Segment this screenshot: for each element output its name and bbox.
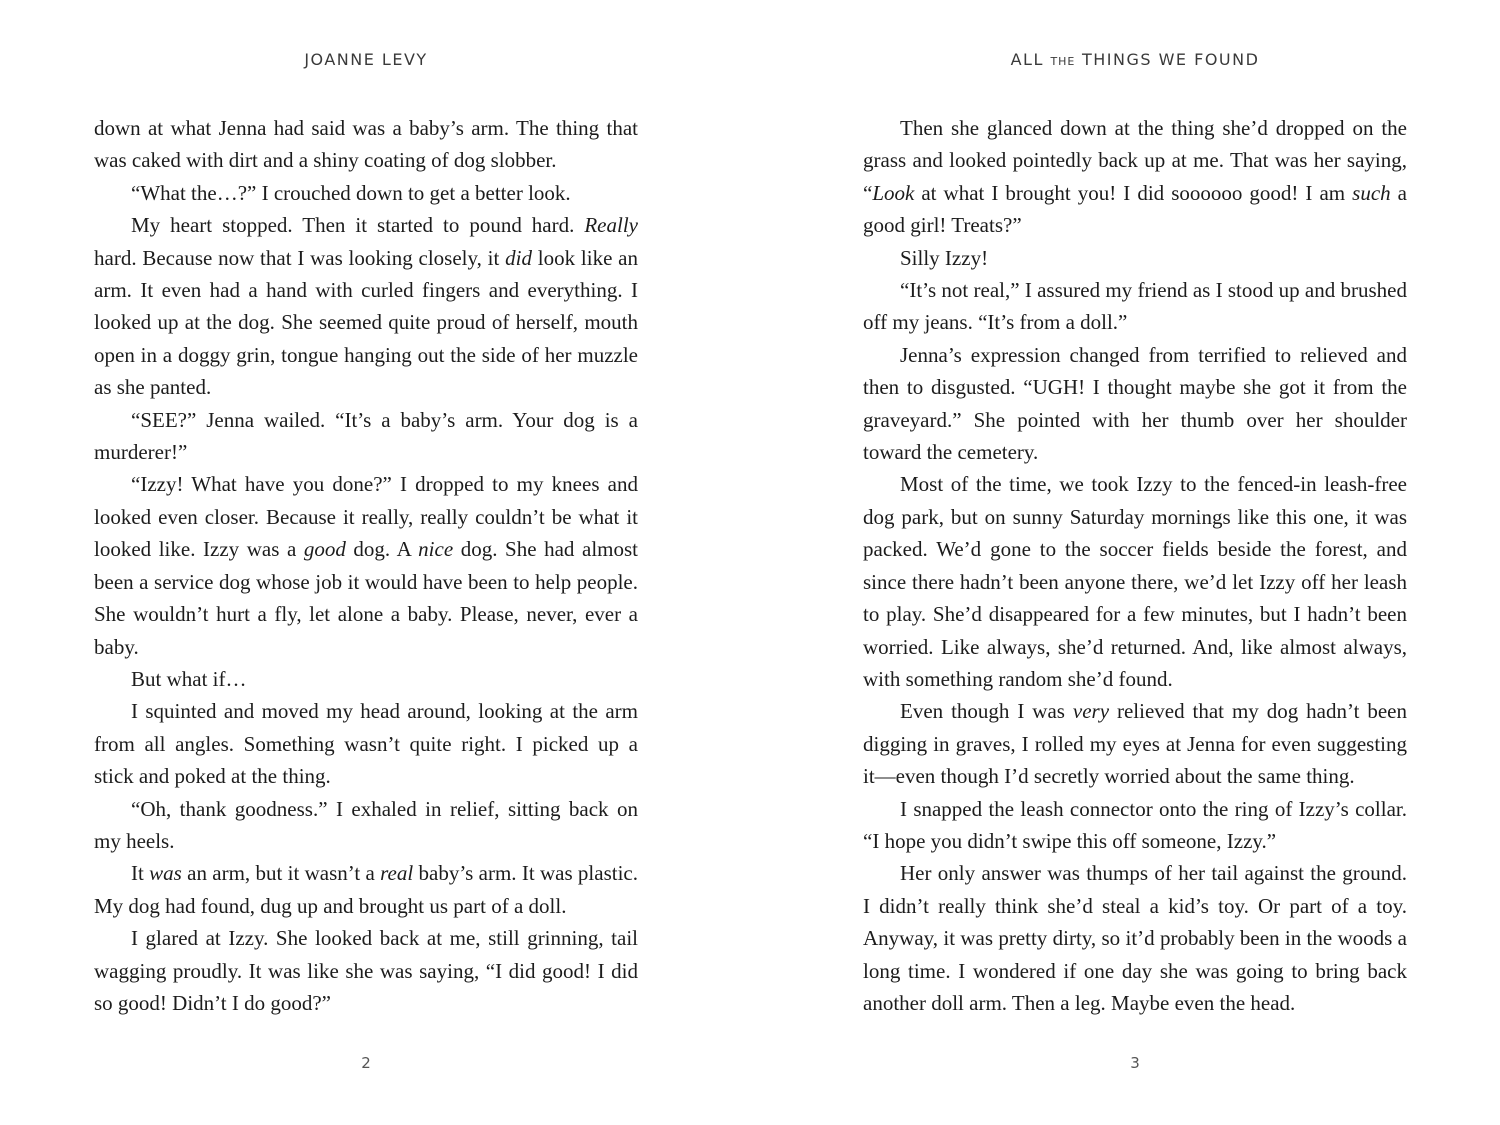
text-run: It (131, 861, 150, 886)
text-run: My heart stopped. Then it started to pound hard. (131, 213, 585, 238)
text-run: Jenna’s expression changed from terrified to relieved and then to disgusted. “UGH! I thought maybe she got it from the graveyard.” She pointed with her thumb over her shoulder toward the cemetery. (863, 342, 1407, 465)
paragraph (94, 793, 638, 858)
left-page-body (94, 112, 638, 1019)
paragraph (863, 468, 1407, 695)
right-page-body (863, 112, 1407, 1019)
paragraph (94, 177, 638, 209)
text-run: I glared at Izzy. She looked back at me, still grinning, tail wagging proudly. It was like she was saying, “I did good! I did so good! Didn’t I do good?” (94, 926, 638, 1015)
running-head-author: JOANNE LEVY (304, 50, 428, 69)
text-run: “SEE?” Jenna wailed. “It’s a baby’s arm. Your dog is a murderer!” (94, 407, 638, 465)
paragraph (94, 922, 638, 1019)
text-run: “Oh, thank goodness.” I exhaled in relief, sitting back on my heels. (94, 796, 638, 853)
paragraph (94, 112, 638, 177)
paragraph (94, 857, 638, 922)
italic-run: good (303, 537, 346, 562)
text-run: Most of the time, we took Izzy to the fenced-in leash-free dog park, but on sunny Saturday mornings like this one, it was packed. We’d gone to the soccer fields beside the forest, and since there hadn’t been anyone there, we’d let Izzy off her leash to play. She’d disappeared for a few minutes, but I hadn’t been worried. Like always, she’d returned. And, like almost always, with something random she’d found. (863, 472, 1407, 691)
text-run: “Izzy! What have you done?” I dropped to my knees and looked even closer. Because it really, really couldn’t be what it looked like. Izzy was a (94, 472, 638, 562)
paragraph (863, 112, 1407, 242)
italic-run: nice (418, 537, 454, 562)
paragraph (94, 209, 638, 403)
paragraph (94, 468, 638, 662)
paragraph (863, 274, 1407, 339)
right-page (863, 0, 1407, 1125)
paragraph (94, 663, 638, 695)
title-part: ALL (1010, 50, 1051, 69)
italic-run: Look (872, 180, 915, 205)
text-run: down at what Jenna had said was a baby’s arm. The thing that was caked with dirt and a shiny coating of dog slobber. (94, 116, 638, 173)
text-run: an arm, but it wasn’t a (181, 861, 381, 886)
text-run: “It’s not real,” I assured my friend as I stood up and brushed off my jeans. “It’s from a doll.” (863, 278, 1407, 335)
italic-run: real (380, 861, 414, 886)
page-number: 2 (361, 1054, 371, 1072)
running-head-title (863, 50, 1407, 69)
paragraph (863, 339, 1407, 469)
text-run: look like an arm. It even had a hand with curled fingers and everything. I looked up at the dog. She seemed quite proud of herself, mouth open in a doggy grin, tongue hanging out the side of her muzzle as she panted. (94, 245, 638, 400)
text-run: Then she glanced down at the thing she’d dropped on the grass and looked pointedly back up at me. That was her saying, “ (863, 116, 1407, 205)
text-run: relieved that my dog hadn’t been digging in graves, I rolled my eyes at Jenna for even suggesting it—even though I’d secretly worried about the same thing. (863, 699, 1408, 789)
paragraph (863, 695, 1407, 792)
page-number: 3 (1130, 1054, 1140, 1072)
text-run: “What the…?” I crouched down to get a better look. (131, 180, 571, 205)
title-part-small: THE (1050, 55, 1076, 68)
left-page (94, 0, 638, 1125)
text-run: But what if… (131, 666, 247, 691)
text-run: dog. A (345, 537, 419, 562)
text-run: dog. She had almost been a service dog whose job it would have been to help people. She wouldn’t hurt a fly, let alone a baby. Please, never, ever a baby. (94, 537, 638, 659)
paragraph (94, 695, 638, 792)
paragraph (863, 242, 1407, 274)
text-run: hard. Because now that I was looking closely, it (94, 245, 506, 270)
text-run: a good girl! Treats?” (863, 180, 1407, 238)
paragraph (863, 793, 1407, 858)
text-run: Silly Izzy! (900, 245, 989, 270)
paragraph (94, 404, 638, 469)
text-run: Even though I was (900, 699, 1073, 724)
text-run: baby’s arm. It was plastic. My dog had found, dug up and brought us part of a doll. (94, 861, 638, 918)
italic-run: was (149, 861, 182, 886)
paragraph (863, 857, 1407, 1019)
italic-run: such (1352, 180, 1391, 205)
text-run: I squinted and moved my head around, looking at the arm from all angles. Something wasn’t quite right. I picked up a stick and poked at the thing. (94, 699, 638, 789)
italic-run: did (505, 245, 532, 270)
italic-run: very (1072, 699, 1110, 724)
text-run: at what I brought you! I did soooooo good! I am (914, 180, 1353, 205)
text-run: I snapped the leash connector onto the ring of Izzy’s collar. “I hope you didn’t swipe this off someone, Izzy.” (863, 796, 1407, 853)
text-run: Her only answer was thumps of her tail against the ground. I didn’t really think she’d steal a kid’s toy. Or part of a toy. Anyway, it was pretty dirty, so it’d probably been in the woods a long time. I wondered if one day she was going to bring back another doll arm. Then a leg. Maybe even the head. (863, 861, 1407, 1015)
italic-run: Really (584, 213, 638, 238)
title-part: THINGS WE FOUND (1075, 50, 1260, 69)
